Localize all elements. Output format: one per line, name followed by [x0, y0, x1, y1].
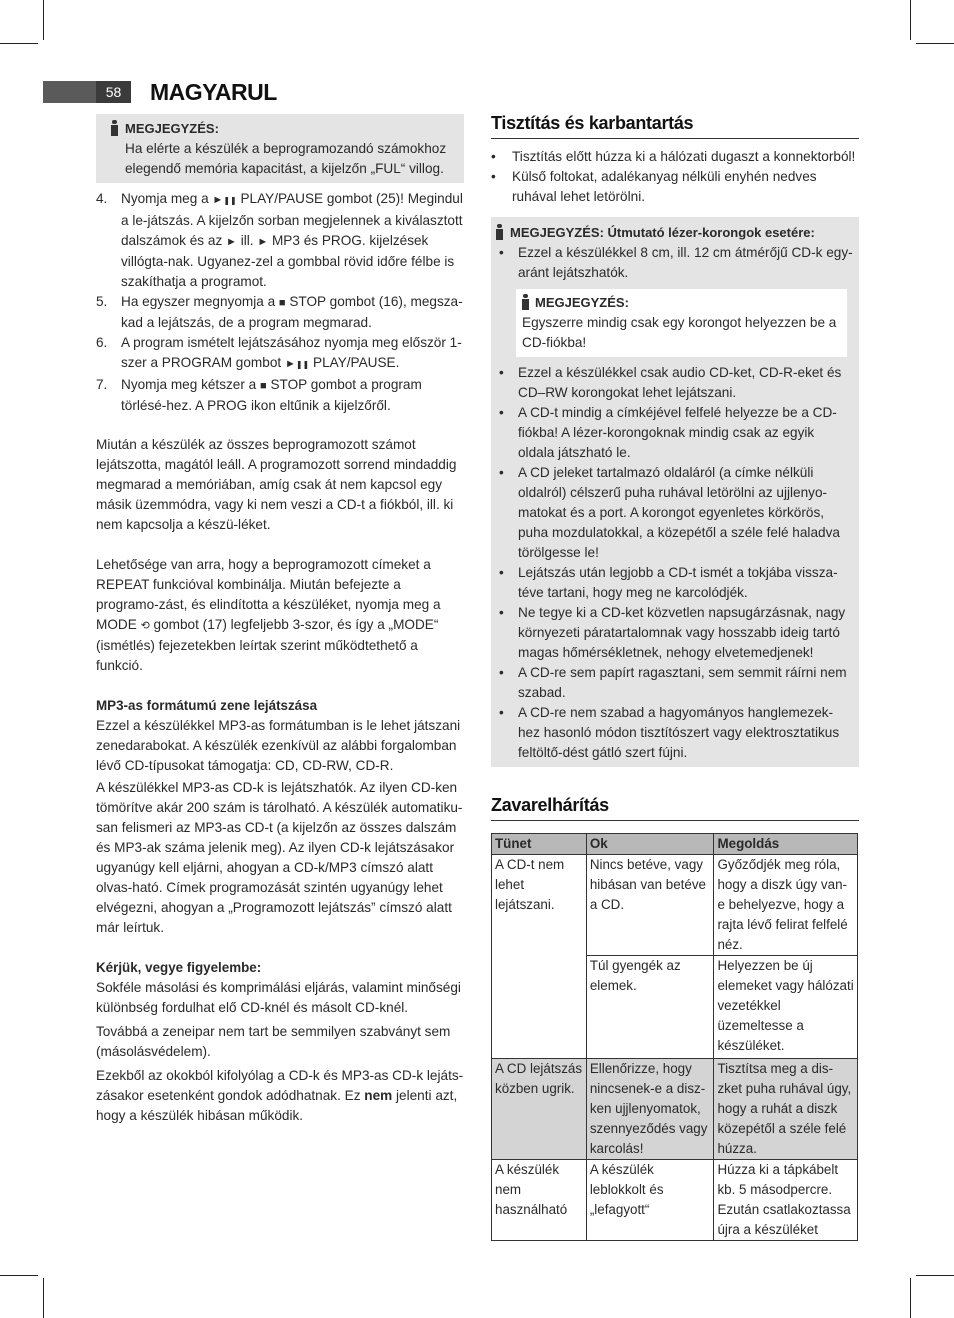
paragraph: Továbbá a zeneipar nem tart be semmilyen szabványt sem (másolásvédelem).: [96, 1024, 451, 1059]
inner-note-box: [516, 289, 847, 357]
next-icon: ►: [257, 236, 269, 248]
paragraph: Miután a készülék az összes beprogramozott számot lejátszotta, magától leáll. A programozott sorrend mindaddig megmarad a memóriában, amíg csak át nem kapcsol egy másik üzemmódra, vagy ki nem veszi a CD-t a fiókból, ill. ki nem kapcsolja a készü-léket.: [96, 437, 457, 532]
info-icon: [495, 224, 504, 241]
stop-icon: ■: [278, 297, 286, 309]
section-title-cleaning: Tisztítás és karbantartás: [491, 111, 859, 139]
table-cell: A készülék nem használható: [492, 1160, 587, 1241]
column-header: Tünet: [492, 834, 587, 855]
list-item: • A CD-re sem papírt ragasztani, sem semmit ráírni nem szabad.: [491, 663, 853, 703]
table-cell: A CD-t nem lehet lejátszani.: [492, 855, 587, 1059]
pause-icon: ❚❚: [295, 360, 310, 369]
page-number: 58: [96, 81, 131, 103]
left-column: [96, 114, 464, 1126]
list-item: • Lejátszás után legjobb a CD-t ismét a tokjába vissza-téve tartani, hogy meg ne karcolódjék.: [491, 563, 853, 603]
section-title-troubleshooting: Zavarelhárítás: [491, 793, 859, 821]
table-row: [492, 855, 858, 956]
crop-mark: [0, 43, 38, 44]
table-cell: Túl gyengék az elemek.: [586, 956, 714, 1059]
mp3-heading: MP3-as formátumú zene lejátszása: [96, 698, 318, 713]
table-cell: Tisztítsa meg a dis-zket puha ruhával úgy, hogy a ruhát a diszk közepétől a széle felé húzza.: [714, 1059, 858, 1160]
table-cell: Nincs betéve, vagy hibásan van betéve a CD.: [586, 855, 714, 956]
info-icon: [521, 294, 530, 311]
note-text: Egyszerre mindig csak egy korongot helyezzen be a CD-fiókba!: [522, 315, 837, 350]
table-cell: Húzza ki a tápkábelt kb. 5 másodpercre. Ezután csatlakoztassa újra a készüléket: [714, 1160, 858, 1241]
list-item: 5. Ha egyszer megnyomja a ■ STOP gombot (16), megsza-kad a lejátszás, de a program megmarad.: [96, 294, 463, 330]
table-cell: A készülék leblokkolt és „lefagyott“: [586, 1160, 714, 1241]
list-item: • A CD-t mindig a címkéjével felfelé helyezze be a CD-fiókba! A lézer-korongoknak mindig csak az egyik oldala játszható le.: [491, 403, 853, 463]
crop-mark: [43, 0, 44, 40]
list-item: • A CD-re nem szabad a hagyományos hanglemezek-hez hasonló módon tisztítószert vagy elektrosztatikus feltöltő-dést gátló szert fújni.: [491, 703, 853, 763]
crop-mark: [916, 1275, 954, 1276]
table-header-row: [492, 834, 858, 855]
troubleshooting-table: [491, 833, 858, 1241]
crop-mark: [43, 1278, 44, 1318]
table-cell: A CD lejátszás közben ugrik.: [492, 1059, 587, 1160]
crop-mark: [910, 0, 911, 40]
note-box: [96, 114, 464, 183]
crop-mark: [0, 1275, 38, 1276]
table-row: [492, 1160, 858, 1241]
paragraph: Lehetősége van arra, hogy a beprogramozott címeket a REPEAT funkcióval kombinálja. Miután befejezte a programo-zást, és elindította a készüléket, nyomja meg a MODE ⟲ gombot (17) legfeljebb 3-szor, és így a „MODE“ (ismétlés) fejezetekben leírtak szerint működtethető a funkció.: [96, 557, 441, 673]
list-item: 6. A program ismételt lejátszásához nyomja meg először 1-szer a PROGRAM gombot ►❚❚ PLAY/PAUSE.: [96, 335, 462, 370]
table-row: [492, 1059, 858, 1160]
info-icon: [110, 120, 119, 137]
crop-mark: [910, 1278, 911, 1318]
crop-mark: [916, 43, 954, 44]
cd-tips-list: [491, 363, 853, 763]
list-item: 7. Nyomja meg kétszer a ■ STOP gombot a program törlésé-hez. A PROG ikon eltűnik a kijelzőről.: [96, 377, 422, 413]
column-header: Ok: [586, 834, 714, 855]
list-item: • Ezzel a készülékkel csak audio CD-ket, CD-R-eket és CD–RW korongokat lehet lejátszani.: [491, 363, 853, 403]
list-item: • Ezzel a készülékkel 8 cm, ill. 12 cm átmérőjű CD-k egy-aránt lejátszhatók.: [491, 243, 853, 283]
note-text: Ha elérte a készülék a beprogramozandó számokhoz elegendő memória kapacitást, a kijelzőn „FUL“ villog.: [125, 141, 447, 176]
paragraph: Sokféle másolási és komprimálási eljárás, valamint minőségi különbség fordulhat elő CD-knél és másolt CD-knél.: [96, 980, 461, 1015]
list-item: • Tisztítás előtt húzza ki a hálózati dugaszt a konnektorból!: [491, 147, 859, 167]
cd-tips-list: [491, 243, 853, 283]
steps-list: [96, 189, 464, 416]
stop-icon: ■: [260, 380, 267, 392]
pause-icon: ❚❚: [223, 196, 237, 205]
list-item: • Ne tegye ki a CD-ket közvetlen napsugárzásnak, nagy környezeti páratartalomnak vagy hosszabb ideig tartó magas hőmérsékletnek, nehogy elvetemedjenek!: [491, 603, 853, 663]
play-icon: ►: [226, 236, 237, 248]
language-title: MAGYARUL: [150, 79, 277, 105]
table-cell: Helyezzen be új elemeket vagy hálózati vezetékkel üzemeltesse a készüléket.: [714, 956, 858, 1059]
paragraph: Ezekből az okokból kifolyólag a CD-k és MP3-as CD-k lejáts-zásakor esetenként gondok adódhatnak. Ez nem jelenti azt, hogy a készülék hibásan működik.: [96, 1068, 464, 1123]
attention-heading: Kérjük, vegye figyelembe:: [96, 960, 262, 975]
paragraph: Ezzel a készülékkel MP3-as formátumban is le lehet játszani zenedarabokat. A készülék ezenkívül az alábbi forgalomban lévő CD-típusokat támogatja: CD, CD-RW, CD-R.: [96, 718, 461, 773]
repeat-icon: ⟲: [140, 620, 150, 632]
table-cell: Ellenőrizze, hogy nincsenek-e a disz-ken ujjlenyomatok, szennyeződés vagy karcolás!: [586, 1059, 714, 1160]
note-title: MEGJEGYZÉS:: [522, 293, 841, 313]
column-header: Megoldás: [714, 834, 858, 855]
cd-note-box: [491, 217, 859, 767]
right-column: [491, 111, 859, 1241]
note-title: MEGJEGYZÉS:: [125, 119, 456, 139]
play-icon: ►: [212, 194, 224, 206]
paragraph: A készülékkel MP3-as CD-k is lejátszhatók. Az ilyen CD-ken tömörítve akár 200 szám is tárolható. A készülék automatiku-san felismeri az MP3-as CD-t (a kijelzőn az összes dalszám és MP3-ak száma jelenik meg). Az ilyen CD-k lejátszásakor ugyanúgy kell eljárni, ahogyan a CD-k/MP3 címszó alatt olvas-ható. Címek programozását szintén ugyanúgy lehet elvégezni, ahogyan a „Programozott lejátszás” címszó alatt már leírtuk.: [96, 780, 463, 935]
list-item: • A CD jeleket tartalmazó oldaláról (a címke nélküli oldalról) célszerű puha ruhával letörölni az ujjlenyo-matokat és a port. A korongot egyenletes körkörös, puha mozdulatokkal, a közepétől a széle felé haladva törölgesse le!: [491, 463, 853, 563]
list-item: • Külső foltokat, adalékanyag nélküli enyhén nedves ruhával lehet letörölni.: [491, 167, 859, 207]
list-item: 4. Nyomja meg a ►❚❚ PLAY/PAUSE gombot (25)! Megindul a le-játszás. A kijelzőn sorban megjelennek a kiválasztott dalszámok és az ► ill. ► MP3 és PROG. kijelzések villógta-nak. Ugyanez-zel a gombbal rövid időre félbe is szakíthatja a programot.: [96, 191, 463, 289]
table-cell: Győződjék meg róla, hogy a diszk úgy van-e behelyezve, hogy a rajta lévő felirat felfelé néz.: [714, 855, 858, 956]
note-title: MEGJEGYZÉS: Útmutató lézer-korongok esetére:: [491, 223, 853, 243]
cleaning-list: [491, 147, 859, 207]
play-icon: ►: [284, 358, 296, 370]
